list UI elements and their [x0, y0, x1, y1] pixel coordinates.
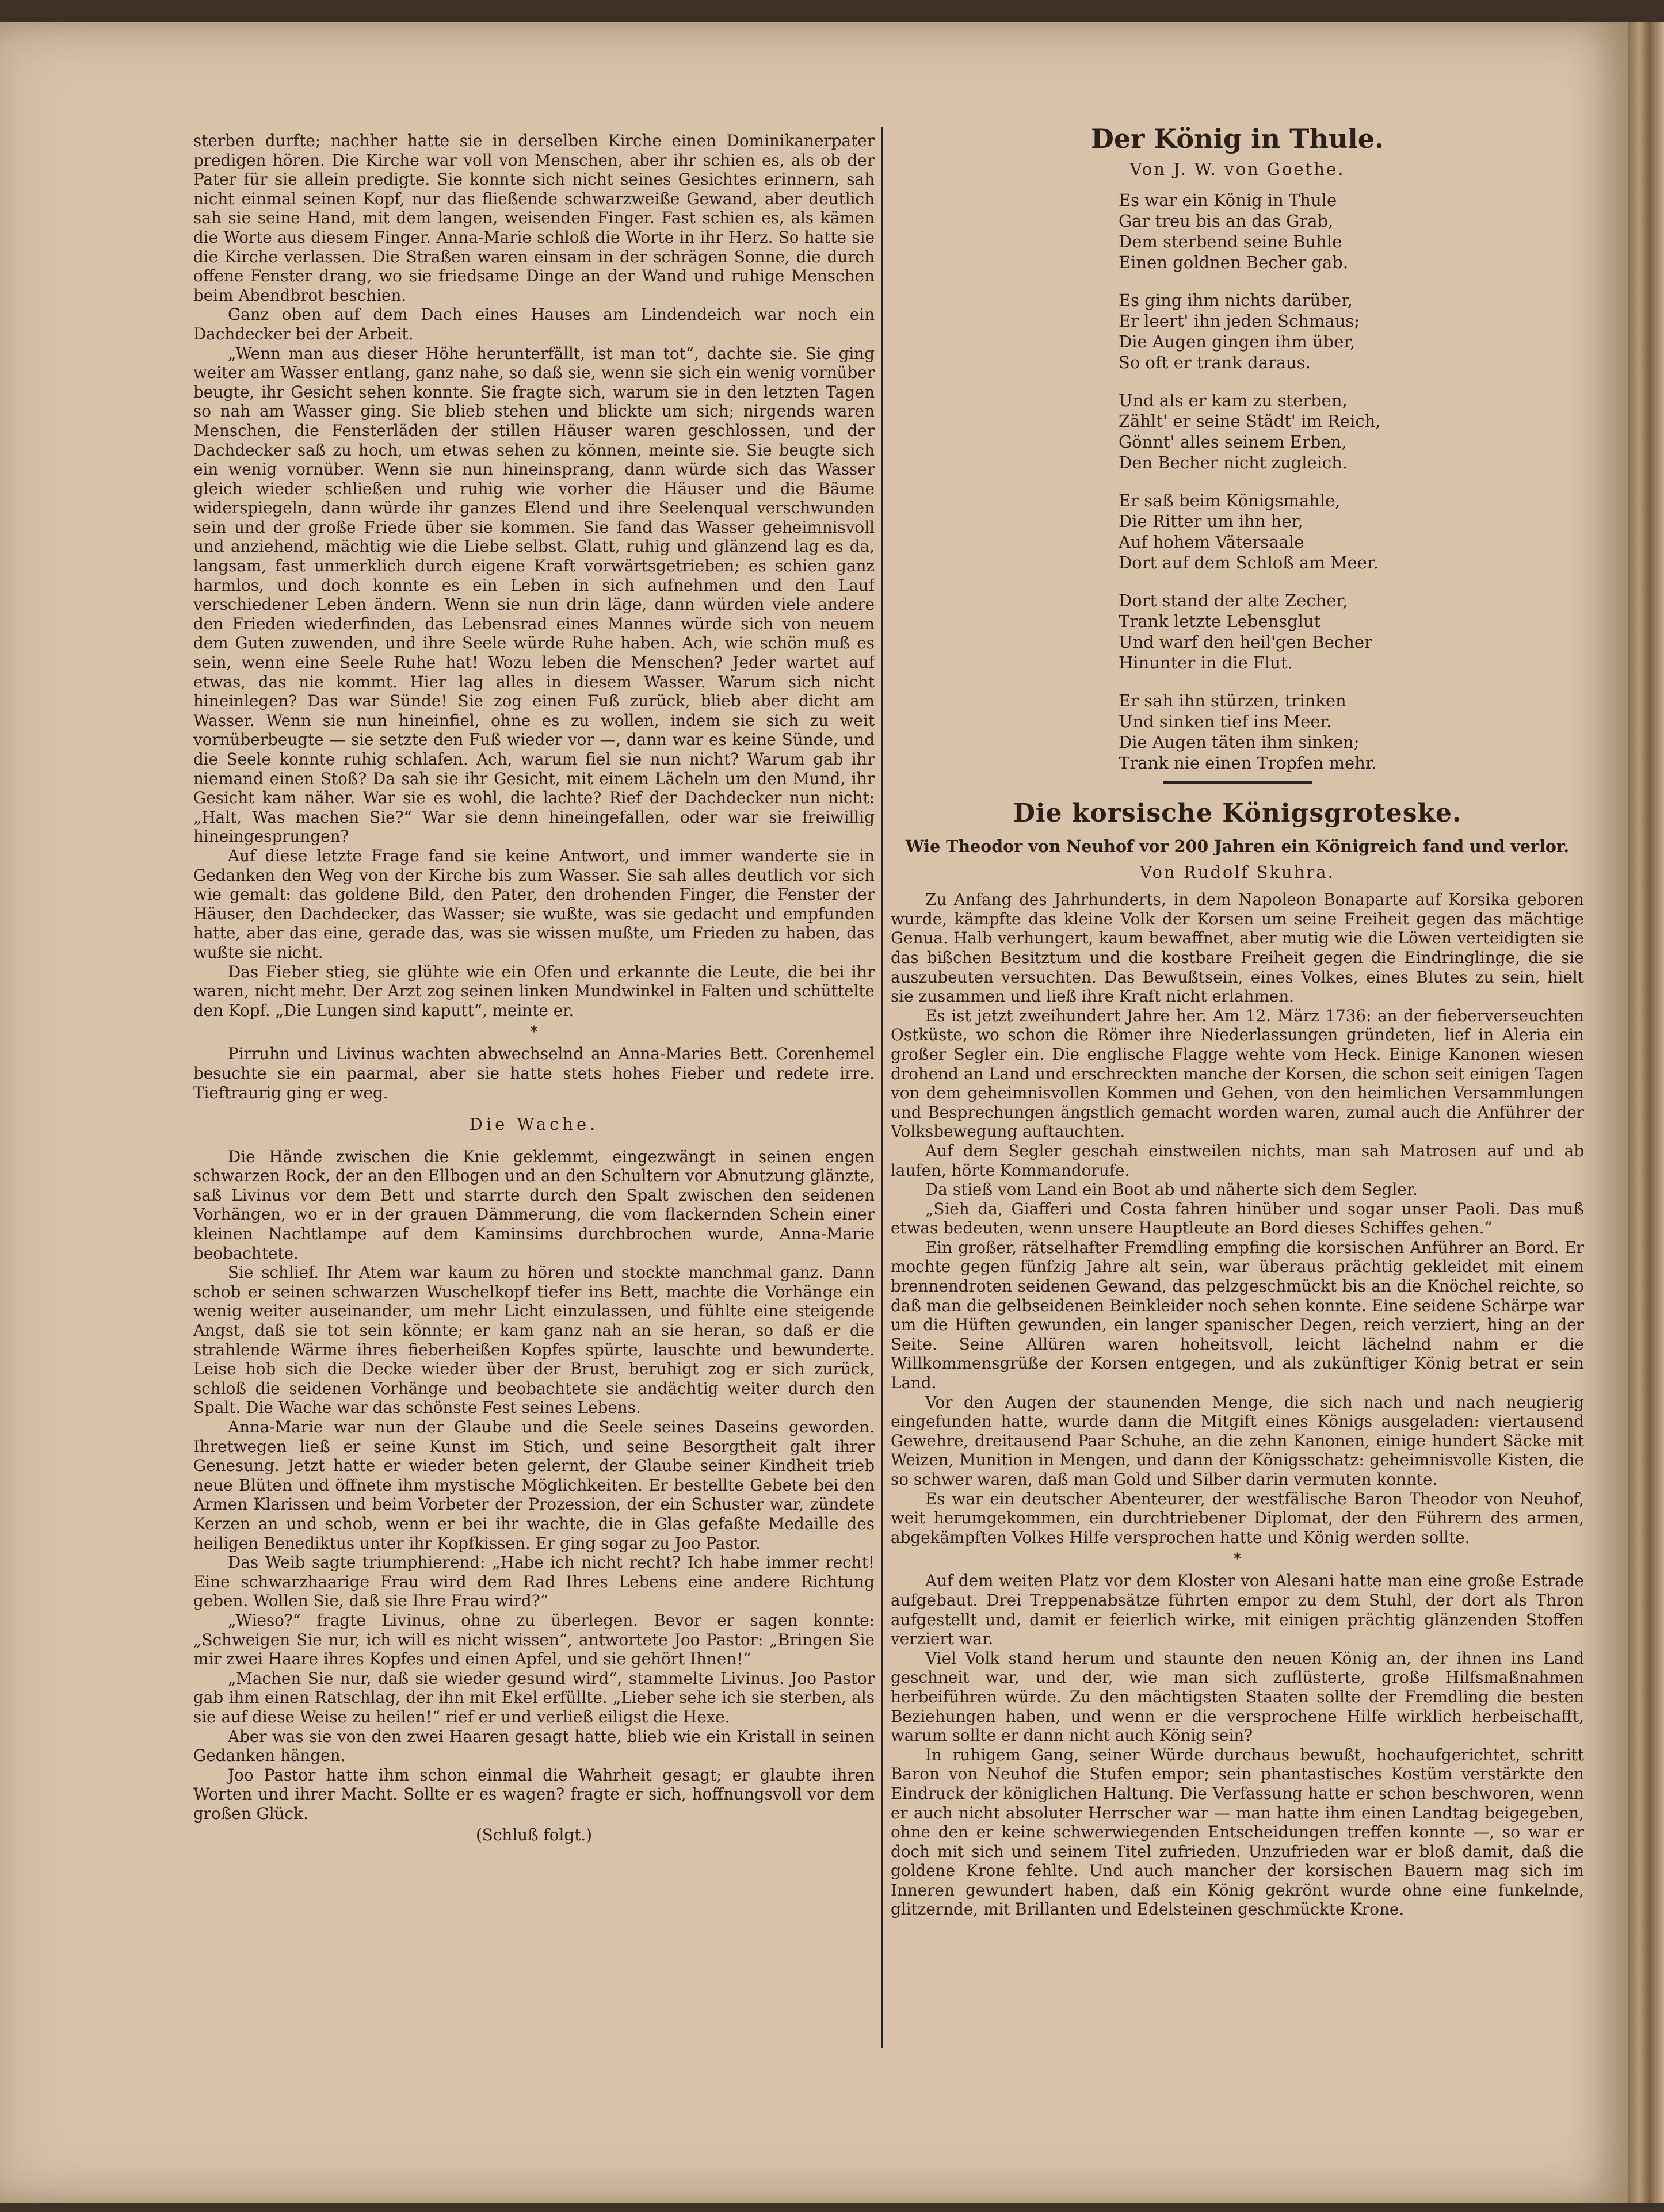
poem-stanza — [1119, 190, 1584, 273]
poem-title: Der König in Thule. — [1091, 123, 1384, 154]
article-paragraph: Es war ein deutscher Abenteurer, der westfälische Baron Theodor von Neuhof, weit herumgekommen, ein durchtriebener Diplomat, der den Führern des armen, abgekämpften Volkes Hilfe versprochen hatte und König werden sollte. — [891, 1489, 1584, 1547]
story-paragraph: Sie schlief. Ihr Atem war kaum zu hören und stockte manchmal ganz. Dann schob er seinen schwarzen Wuschelkopf tiefer ins Bett, machte die Vorhänge ein wenig weiter auseinander, um mehr Licht einzulassen, und fühlte eine steigende Angst, daß sie tot sein könnte; er kam ganz nah an sie heran, so daß er die strahlende Wärme ihres fieberheißen Kopfes spürte, lauschte und bewunderte. Leise hob sich die Decke wieder über der Brust, beruhigt zog er sich zurück, schloß die seidenen Vorhänge und beobachtete sie andächtig weiter durch den Spalt. Die Wache war das schönste Fest seines Lebens. — [193, 1263, 875, 1418]
article-paragraph: Es ist jetzt zweihundert Jahre her. Am 12. März 1736: an der fieberverseuchten Ostküste, wo schon die Römer ihre Niederlassungen gründeten, lief in Aleria ein großer Segler ein. Die englische Flagge wehte vom Heck. Einige Kanonen wiesen drohend an Land und erschreckten manche der Korsen, die schon seit einigen Tagen von dem geheimnisvollen Kommen und Gehen, von den heimlichen Versammlungen und Besprechungen ängstlich gemacht worden waren, zumal auch die Anführer der Volksbewegung auftauchten. — [891, 1006, 1584, 1141]
book-spine — [1628, 22, 1664, 2203]
poem-line: Gönnt' alles seinem Erben, — [1119, 431, 1347, 452]
story-paragraph: Joo Pastor hatte ihm schon einmal die Wahrheit gesagt; er glaubte ihren Worten und ihrer Macht. Sollte er es wagen? fragte er sich, hoffnungsvoll vor dem großen Glück. — [193, 1765, 875, 1823]
poem-line: Er leert' ihn jeden Schmaus; — [1119, 311, 1360, 331]
poem-line: Gar treu bis an das Grab, — [1119, 211, 1334, 231]
column-divider — [881, 127, 883, 2048]
article-title: Die korsische Königsgroteske. — [1013, 798, 1462, 828]
poem-stanza — [1119, 290, 1584, 373]
poem-line: Dem sterbend seine Buhle — [1119, 231, 1342, 251]
article-separator — [1163, 781, 1312, 784]
poem-stanza — [1119, 690, 1584, 773]
left-column-story — [193, 131, 875, 2047]
poem-line: Dort auf dem Schloß am Meer. — [1119, 552, 1379, 572]
continuation-note: (Schluß folgt.) — [475, 1825, 593, 1845]
story-paragraph: Anna-Marie war nun der Glaube und die Seele seines Daseins geworden. Ihretwegen ließ er seine Kunst im Stich, und seine Besorgtheit galt ihrer Genesung. Jetzt hatte er wieder beten gelernt, der Glaube seiner Kindheit trieb neue Blüten und öffnete ihm mystische Möglichkeiten. Er bestellte Gebete bei den Armen Klarissen und beim Vorbeter der Prozession, der ein Schuster war, zündete Kerzen an und schob, wenn er bei ihr wachte, die in Glas gefaßte Medaille des heiligen Benediktus unter ihr Kopfkissen. Er ging sogar zu Joo Pastor. — [193, 1418, 875, 1553]
poem-line: Die Augen gingen ihm über, — [1119, 331, 1356, 352]
poem-line: Es war ein König in Thule — [1119, 190, 1337, 210]
poem-stanza — [1119, 490, 1584, 573]
poem-line: Dort stand der alte Zecher, — [1119, 590, 1348, 610]
poem-byline: Von J. W. von Goethe. — [1129, 159, 1345, 179]
article-byline: Von Rudolf Skuhra. — [1140, 862, 1335, 882]
story-paragraph: Das Fieber stieg, sie glühte wie ein Ofen und erkannte die Leute, die bei ihr waren, nicht mehr. Der Arzt zog seinen linken Mundwinkel in Falten und schüttelte den Kopf. „Die Lungen sind kaputt“, meinte er. — [193, 962, 875, 1020]
article-paragraph: Zu Anfang des Jahrhunderts, in dem Napoleon Bonaparte auf Korsika geboren wurde, kämpfte das kleine Volk der Korsen um seine Freiheit gegen das mächtige Genua. Halb verhungert, kaum bewaffnet, aber mutig wie die Löwen verteidigten sie das bißchen Besitztum und die kostbare Freiheit gegen die Eindringlinge, die sie auszubeuten versuchten. Das Bewußtsein, eines Volkes, eines Blutes zu sein, hielt sie zusammen und ließ ihre Kraft nicht erlahmen. — [891, 890, 1584, 1006]
poem-line: Und warf den heil'gen Becher — [1119, 632, 1372, 652]
poem-line: Den Becher nicht zugleich. — [1119, 452, 1348, 472]
story-paragraph: Die Hände zwischen die Knie geklemmt, eingezwängt in seinen engen schwarzen Rock, der an den Ellbogen und an den Schultern vor Abnutzung glänzte, saß Livinus vor dem Bett und starrte durch den Spalt zwischen den seidenen Vorhängen, wo er in der grauen Dämmerung, die vom flackernden Schein einer kleinen Nachtlampe auf dem Kaminsims durchbrochen wurde, Anna-Marie beobachtete. — [193, 1147, 875, 1263]
article-paragraph: „Sieh da, Giafferi und Costa fahren hinüber und sogar unser Paoli. Das muß etwas bedeuten, wenn unsere Hauptleute an Bord dieses Schiffes gehen.“ — [891, 1199, 1584, 1238]
article-paragraph: Auf dem weiten Platz vor dem Kloster von Alesani hatte man eine große Estrade aufgebaut. Drei Treppenabsätze führten empor zu dem Stuhl, der dort als Thron aufgestellt und, damit er feierlich wirke, mit einigen prächtig glänzenden Stoffen verziert war. — [891, 1571, 1584, 1649]
poem-line: Einen goldnen Becher gab. — [1119, 252, 1349, 272]
poem-line: Die Augen täten ihm sinken; — [1119, 732, 1360, 752]
poem-line: Hinunter in die Flut. — [1119, 652, 1293, 673]
section-heading: Die Wache. — [469, 1114, 599, 1134]
story-paragraph: „Machen Sie nur, daß sie wieder gesund wird“, stammelte Livinus. Joo Pastor gab ihm einen Ratschlag, der ihn mit Ekel erfüllte. „Lieber sehe ich sie sterben, als sie auf diese Weise zu heilen!“ rief er und verließ eiligst die Hexe. — [193, 1668, 875, 1726]
section-star-divider: * — [530, 1023, 538, 1041]
article-subtitle: Wie Theodor von Neuhof vor 200 Jahren ein Königreich fand und verlor. — [905, 836, 1570, 856]
poem-line: Und sinken tief ins Meer. — [1119, 711, 1332, 731]
article-paragraph: In ruhigem Gang, seiner Würde durchaus bewußt, hochaufgerichtet, schritt Baron von Neuhof die Stufen empor; sein phantastisches Kostüm verstärkte den Eindruck der königlichen Haltung. Die Verfassung hatte er schon beschworen, wenn er auch nicht absoluter Herrscher war — man hatte ihm einen Landtag beigegeben, ohne den er keine schwerwiegenden Entscheidungen treffen konnte —, so war er doch mit sich und seinem Titel zufrieden. Unzufrieden war er bloß damit, daß die goldene Krone fehlte. Und auch mancher der korsischen Bauern mag sich im Inneren gewundert haben, daß ein König gekrönt wurde ohne eine funkelnde, glitzernde, mit Brillanten und Edelsteinen geschmückte Krone. — [891, 1745, 1584, 1919]
right-column — [891, 121, 1584, 2060]
story-paragraph: sterben durfte; nachher hatte sie in derselben Kirche einen Dominikanerpater predigen hören. Die Kirche war voll von Menschen, aber ihr schien es, als ob der Pater für sie allein predigte. Sie konnte sich nicht seines Gesichtes erinnern, sah nicht einmal seinen Kopf, nur das fließende schwarzweiße Gewand, aber deutlich sah sie seine Hand, mit dem langen, weisenden Finger. Fast schien es, als kämen die Worte aus diesem Finger. Anna-Marie schloß die Worte in ihr Herz. So hatte sie die Kirche verlassen. Die Straßen waren einsam in der schrägen Sonne, die durch offene Fenster drang, wo sie friedsame Dinge an der Wand und ruhige Menschen beim Abendbrot beschien. — [193, 131, 875, 305]
poem-line: Die Ritter um ihn her, — [1119, 511, 1303, 531]
poem-line: So oft er trank daraus. — [1119, 352, 1311, 372]
story-paragraph: Auf diese letzte Frage fand sie keine Antwort, und immer wanderte sie in Gedanken den Weg von der Kirche bis zum Wasser. Sie sah alles deutlich vor sich wie gemalt: das goldene Bild, den Pater, den drohenden Finger, die Fenster der Häuser, den Dachdecker, das Wasser; sie wußte, was sie gedacht und empfunden hatte, aber das eine, gerade das, was sie wissen mußte, um Frieden zu haben, das wußte sie nicht. — [193, 846, 875, 962]
story-paragraph: Ganz oben auf dem Dach eines Hauses am Lindendeich war noch ein Dachdecker bei der Arbeit. — [193, 305, 875, 343]
poem-line: Er sah ihn stürzen, trinken — [1119, 690, 1346, 710]
story-paragraph: Pirruhn und Livinus wachten abwechselnd an Anna-Maries Bett. Corenhemel besuchte sie ein paarmal, aber sie hatte stets hohes Fieber und redete irre. Tieftraurig ging er weg. — [193, 1044, 875, 1102]
article-paragraph: Ein großer, rätselhafter Fremdling empfing die korsischen Anführer an Bord. Er mochte gegen fünfzig Jahre alt sein, war überaus prächtig gekleidet mit einem brennendroten seidenen Gewand, das pelzgeschmückt bis an die Knöchel reichte, so daß man die gelbseidenen Beinkleider noch sehen konnte. Eine seidene Schärpe war um die Hüften gewunden, ein langer spanischer Degen, reich verziert, hing an der Seite. Seine Allüren waren hoheitsvoll, leicht lächelnd nahm er die Willkommensgrüße der Korsen entgegen, und als zukünftiger König betrat er sein Land. — [891, 1237, 1584, 1393]
poem-stanza — [1119, 390, 1584, 473]
poem-line: Trank letzte Lebensglut — [1119, 611, 1321, 631]
article-paragraph: Auf dem Segler geschah einstweilen nichts, man sah Matrosen auf und ab laufen, hörte Kommandorufe. — [891, 1141, 1584, 1180]
story-paragraph: Das Weib sagte triumphierend: „Habe ich nicht recht? Ich habe immer recht! Eine schwarzhaarige Frau wird dem Rad Ihres Lebens eine andere Richtung geben. Wollen Sie, daß sie Ihre Frau wird?“ — [193, 1553, 875, 1611]
poem-body — [1119, 190, 1584, 773]
article-paragraph: Vor den Augen der staunenden Menge, die sich nach und nach neugierig eingefunden hatte, wurde dann die Mitgift eines Königs ausgeladen: viertausend Gewehre, dreitausend Paar Schuhe, an die zehn Kanonen, einige hundert Säcke mit Weizen, Munition in Mengen, und dann der Königsschatz: geheimnisvolle Kisten, die so schwer waren, daß man Gold und Silber darin vermuten konnte. — [891, 1392, 1584, 1489]
poem-line: Auf hohem Vätersaale — [1119, 532, 1304, 552]
story-paragraph: „Wieso?“ fragte Livinus, ohne zu überlegen. Bevor er sagen konnte: „Schweigen Sie nur, ich will es nicht wissen“, antwortete Joo Pastor: „Bringen Sie mir zwei Haare ihres Kopfes und einen Apfel, und sie gehört Ihnen!“ — [193, 1610, 875, 1669]
poem-line: Es ging ihm nichts darüber, — [1119, 290, 1353, 310]
story-paragraph: „Wenn man aus dieser Höhe herunterfällt, ist man tot“, dachte sie. Sie ging weiter am Wasser entlang, ganz nahe, so daß sie, wenn sie sich ein wenig vornüber beugte, ihr Gesicht sehen konnte. Sie fragte sich, warum sie in den letzten Tagen so nah am Wasser ging. Sie blieb stehen und blickte um sich; nirgends waren Menschen, die Fensterläden der stillen Häuser waren geschlossen, und der Dachdecker saß zu hoch, um etwas sehen zu können, meinte sie. Sie beugte sich ein wenig vornüber. Wenn sie nun hineinsprang, dann würde sich das Wasser gleich wieder schließen und ruhig wie vorher die Häuser und die Bäume widerspiegeln, dann würde ihr ganzes Elend und ihre Seelenqual verschwunden sein und der große Friede über sie kommen. Sie fand das Wasser geheimnisvoll und anziehend, mächtig wie die Liebe selbst. Glatt, ruhig und glänzend lag es da, langsam, fast unmerklich durch eigene Kraft vorwärtsgetrieben; es schien ganz harmlos, und doch konnte es ein Leben in sich aufnehmen und den Lauf verschiedener Leben ändern. Wenn sie nun drin läge, dann würden viele andere den Frieden wiederfinden, das Lebensrad eines Mannes würde sich von neuem dem Guten zuwenden, und ihre Seele würde Ruhe haben. Ach, wie schön muß es sein, wenn eine Seele Ruhe hat! Wozu leben die Menschen? Jeder wartet auf etwas, das nie kommt. Hier lag alles in diesem Wasser. Warum sich nicht hineinlegen? Das war Sünde! Sie zog einen Fuß zurück, blieb aber dicht am Wasser. Wenn sie nun hineinfiel, ohne es zu wollen, indem sie sich zu weit vornüberbeugte — sie setzte den Fuß wieder vor —, dann war es keine Sünde, und die Seele konnte ruhig schlafen. Ach, warum fiel sie nun nicht? Warum gab ihr niemand einen Stoß? Da sah sie ihr Gesicht, mit einem Lächeln um den Mund, ihr Gesicht kam näher. War sie es wohl, die lachte? Rief der Dachdecker nun nicht: „Halt, Was machen Sie?“ War sie denn hineingefallen, oder war sie freiwillig hineingesprungen? — [193, 343, 875, 846]
poem-line: Trank nie einen Tropfen mehr. — [1119, 752, 1377, 773]
poem-line: Und als er kam zu sterben, — [1119, 390, 1348, 410]
article-paragraph: Viel Volk stand herum und staunte den neuen König an, der ihnen ins Land geschneit war, und der, wie man sich zuflüsterte, große Hilfsmaßnahmen herbeiführen würde. Zu den mächtigsten Staaten sollte der Fremdling die besten Beziehungen haben, und wenn er die versprochene Hilfe wirklich herbeischafft, warum sollte er dann nicht auch König sein? — [891, 1648, 1584, 1745]
poem-line: Zählt' er seine Städt' im Reich, — [1119, 411, 1381, 431]
poem-line: Er saß beim Königsmahle, — [1119, 490, 1341, 510]
poem-stanza — [1119, 590, 1584, 673]
article-paragraph: Da stieß vom Land ein Boot ab und näherte sich dem Segler. — [925, 1180, 1418, 1199]
section-star-divider: * — [1234, 1550, 1241, 1568]
story-paragraph: Aber was sie von den zwei Haaren gesagt hatte, blieb wie ein Kristall in seinen Gedanken hängen. — [193, 1726, 875, 1766]
